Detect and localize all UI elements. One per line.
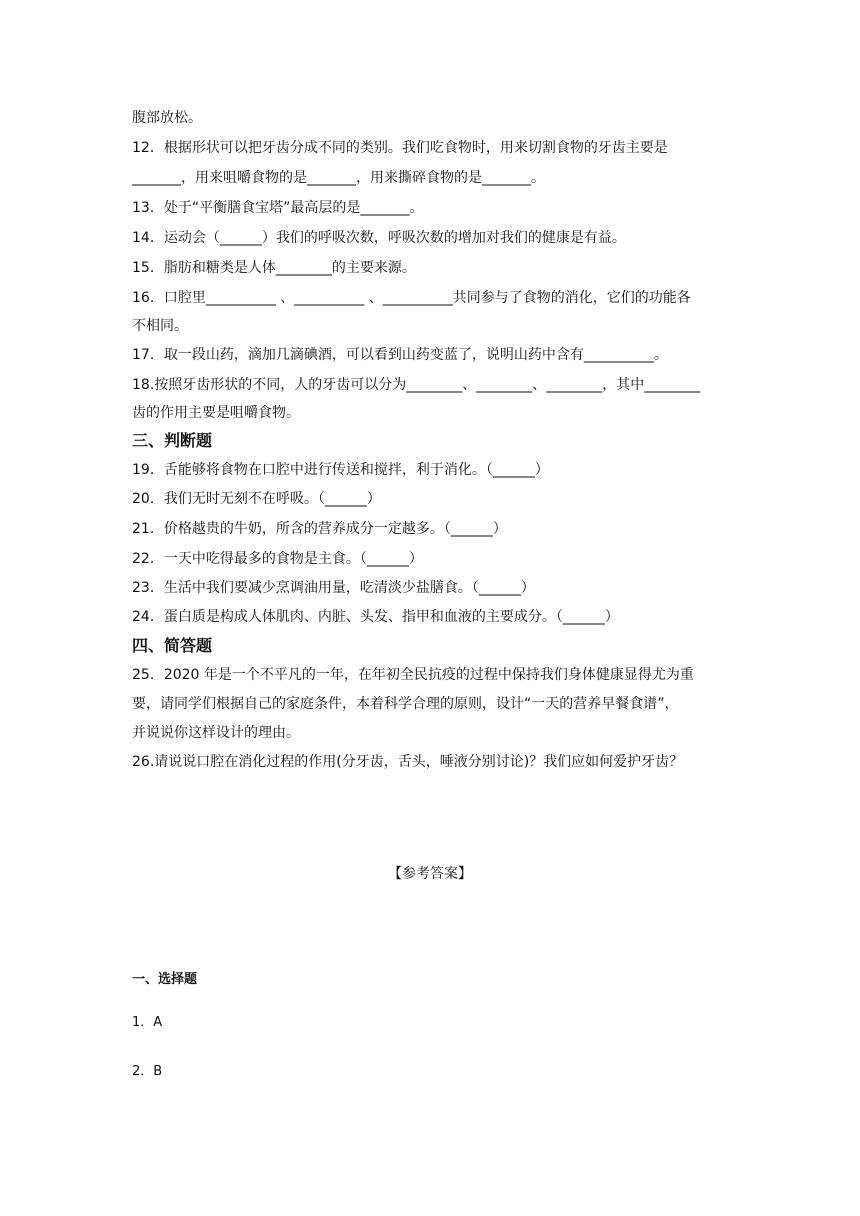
answer-section-heading: 一、选择题 [132, 972, 198, 987]
question-15: 15．脂肪和糖类是人体________的主要来源。 [132, 260, 416, 276]
question-22: 22．一天中吃得最多的食物是主食。（______） [132, 551, 423, 567]
question-12-cont: _______，用来咀嚼食物的是_______，用来撕碎食物的是_______。 [132, 170, 545, 186]
answer-item: 1．A [132, 1015, 163, 1030]
question-25: 25．2020 年是一个不平凡的一年，在年初全民抗疫的过程中保持我们身体健康显得尤为重 [132, 667, 694, 683]
answer-title: 【参考答案】 [388, 866, 472, 882]
section-heading-judgement: 三、判断题 [132, 431, 213, 450]
question-25-cont-2: 并说说你这样设计的理由。 [132, 725, 300, 741]
answer-item: 2．B [132, 1064, 163, 1079]
text-line: 腹部放松。 [132, 110, 202, 126]
section-heading-short-answer: 四、简答题 [132, 636, 213, 655]
question-18-cont: 齿的作用主要是咀嚼食物。 [132, 405, 300, 421]
question-20: 20．我们无时无刻不在呼吸。（______） [132, 491, 381, 507]
question-16: 16．口腔里__________ 、__________ 、__________共同参与了食物的消化，它们的功能各 [132, 290, 691, 306]
question-25-cont-1: 要，请同学们根据自己的家庭条件，本着科学合理的原则，设计“一天的营养早餐食谱”， [132, 696, 679, 712]
question-16-cont: 不相同。 [132, 318, 188, 334]
question-21: 21．价格越贵的牛奶，所含的营养成分一定越多。（______） [132, 521, 507, 537]
question-17: 17．取一段山药，滴加几滴碘酒，可以看到山药变蓝了，说明山药中含有__________。 [132, 347, 668, 363]
question-18: 18.按照牙齿形状的不同，人的牙齿可以分为________、________、________，其中________ [132, 377, 701, 393]
question-24: 24．蛋白质是构成人体肌肉、内脏、头发、指甲和血液的主要成分。（______） [132, 609, 619, 625]
question-13: 13．处于“平衡膳食宝塔”最高层的是_______。 [132, 200, 424, 216]
question-14: 14．运动会（______）我们的呼吸次数，呼吸次数的增加对我们的健康是有益。 [132, 230, 626, 246]
question-23: 23．生活中我们要减少烹调油用量，吃清淡少盐膳食。（______） [132, 580, 535, 596]
question-19: 19．舌能够将食物在口腔中进行传送和搅拌，利于消化。（______） [132, 462, 549, 478]
question-12: 12．根据形状可以把牙齿分成不同的类别。我们吃食物时，用来切割食物的牙齿主要是 [132, 140, 668, 156]
question-26: 26.请说说口腔在消化过程的作用(分牙齿，舌头，唾液分别讨论)？我们应如何爱护牙齿？ [132, 754, 684, 770]
